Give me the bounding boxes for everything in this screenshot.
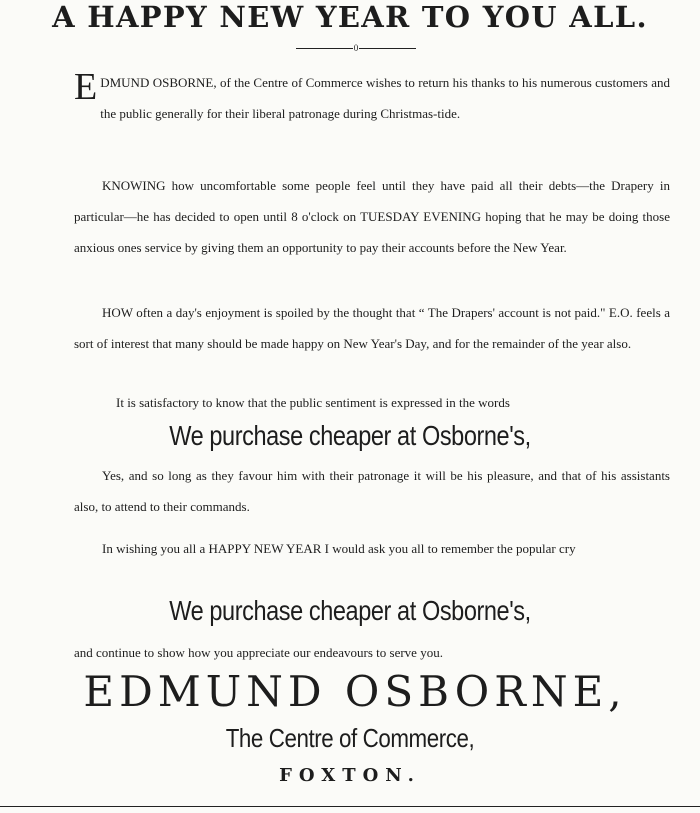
bottom-rule [0, 806, 700, 807]
paragraph-yes: Yes, and so long as they favour him with their patronage it will be his pleasure, and that of his assistants also, to attend to their commands. [74, 468, 670, 514]
separator-line-left [296, 48, 353, 49]
paragraph-knowing: KNOWING how uncomfortable some people feel until they have paid all their debts—the Drapery in particular—he has decided to open until 8 o'clock on TUESDAY EVENING hoping that he may be doing those anxious ones service by giving them an opportunity to pay their accounts before the New Year. [74, 178, 670, 255]
separator-mark: 0 [353, 43, 359, 53]
drop-cap: E [74, 66, 98, 108]
paragraph-wishing: In wishing you all a HAPPY NEW YEAR I would ask you all to remember the popular cry [102, 541, 576, 556]
slogan-1: We purchase cheaper at Osborne's, [169, 420, 531, 451]
signature-business: The Centre of Commerce, [225, 723, 475, 753]
signature-town: FOXTON. [279, 765, 421, 786]
paragraph-how-often: HOW often a day's enjoyment is spoiled by the thought that “ The Drapers' account is not paid." E.O. feels a sort of interest that many should be made happy on New Year's Day, and for the remainder of the year also. [74, 305, 670, 351]
slogan-2: We purchase cheaper at Osborne's, [169, 595, 531, 626]
signature-name: EDMUND OSBORNE, [83, 667, 627, 716]
paragraph-thanks-text: DMUND OSBORNE, of the Centre of Commerce wishes to return his thanks to his numerous customers and the public generally for their liberal patronage during Christmas-tide. [100, 75, 670, 121]
separator [296, 42, 416, 54]
headline: A HAPPY NEW YEAR TO YOU ALL. [52, 0, 648, 34]
separator-line-right [359, 48, 416, 49]
paragraph-thanks [74, 67, 670, 129]
paragraph-continue: and continue to show how you appreciate our endeavours to serve you. [74, 645, 443, 660]
paragraph-satisfactory: It is satisfactory to know that the public sentiment is expressed in the words [116, 395, 510, 410]
